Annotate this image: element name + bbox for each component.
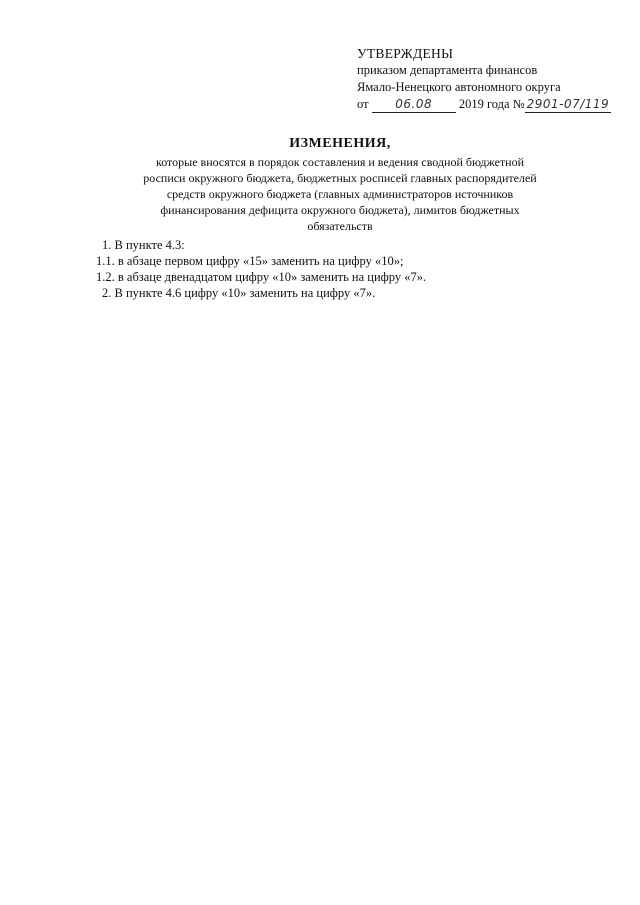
handwritten-number: 2901-07/119 — [526, 97, 610, 111]
document-title: ИЗМЕНЕНИЯ, — [289, 136, 391, 151]
subtitle-line: обязательств — [307, 219, 373, 233]
document-subtitle — [80, 154, 600, 234]
list-item: 1. В пункте 4.3: — [102, 238, 185, 252]
subtitle-line: росписи окружного бюджета, бюджетных росписей главных распорядителей — [143, 171, 537, 185]
document-heading — [80, 134, 600, 234]
subtitle-line: которые вносятся в порядок составления и ведения сводной бюджетной — [155, 155, 524, 169]
approval-date-line — [357, 96, 611, 113]
list-item: 1.2. в абзаце двенадцатом цифру «10» заменить на цифру «7». — [96, 270, 427, 284]
approval-line-department: приказом департамента финансов — [357, 63, 538, 77]
approval-title: УТВЕРЖДЕНЫ — [357, 46, 454, 61]
year-text: 2019 года № — [458, 97, 525, 111]
changes-list — [96, 237, 426, 301]
list-item: 2. В пункте 4.6 цифру «10» заменить на цифру «7». — [102, 286, 376, 300]
list-item: 1.1. в абзаце первом цифру «15» заменить на цифру «10»; — [96, 254, 404, 268]
subtitle-line: средств окружного бюджета (главных администраторов источников — [166, 187, 514, 201]
approval-line-region: Ямало-Ненецкого автономного округа — [357, 80, 561, 94]
date-prefix: от — [357, 97, 369, 111]
approval-block — [357, 45, 611, 113]
handwritten-date: 06.08 — [372, 98, 456, 113]
subtitle-line: финансирования дефицита окружного бюджета), лимитов бюджетных — [160, 203, 520, 217]
